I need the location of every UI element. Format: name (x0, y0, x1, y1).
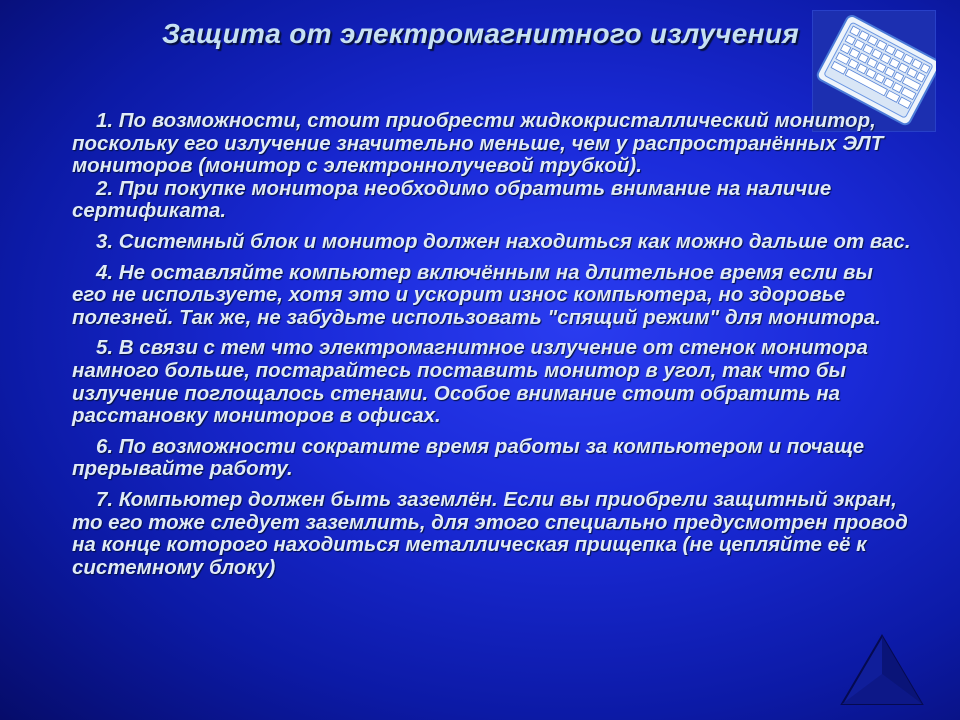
slide-title: Защита от электромагнитного излучения (162, 18, 800, 49)
list-item: 7. Компьютер должен быть заземлён. Если вы приобрели защитный экран, то его тоже следует заземлить, для этого специально предусмотрен провод на конце которого находиться металлическая прищепка (не цепляйте её к системному блоку) (72, 487, 908, 579)
list-item: 5. В связи с тем что электромагнитное излучение от стенок монитора намного больше, постарайтесь поставить монитор в угол, так что бы излучение поглощалось стенами. Особое внимание стоит обратить на расстановку мониторов в офисах. (72, 336, 868, 428)
list-item: 1. По возможности, стоит приобрести жидкокристаллический монитор, поскольку его излучение значительно меньше, чем у распространённых ЭЛТ мониторов (монитор с электроннолучевой трубкой). (72, 109, 884, 178)
list-item: 4. Не оставляйте компьютер включённым на длительное время если вы его не используете, хотя это и ускорит износ компьютера, но здоровье полезней. Так же, не забудьте использовать "спящий режим" для монитора. (72, 260, 881, 329)
list-item: 3. Системный блок и монитор должен находиться как можно дальше от вас. (96, 229, 911, 253)
triangle-nav-icon[interactable] (840, 634, 924, 706)
slide-content (72, 110, 912, 579)
list-item: 2. При покупке монитора необходимо обратить внимание на наличие сертификата. (72, 176, 832, 223)
list-item: 6. По возможности сократите время работы за компьютером и почаще прерывайте работу. (72, 434, 865, 481)
